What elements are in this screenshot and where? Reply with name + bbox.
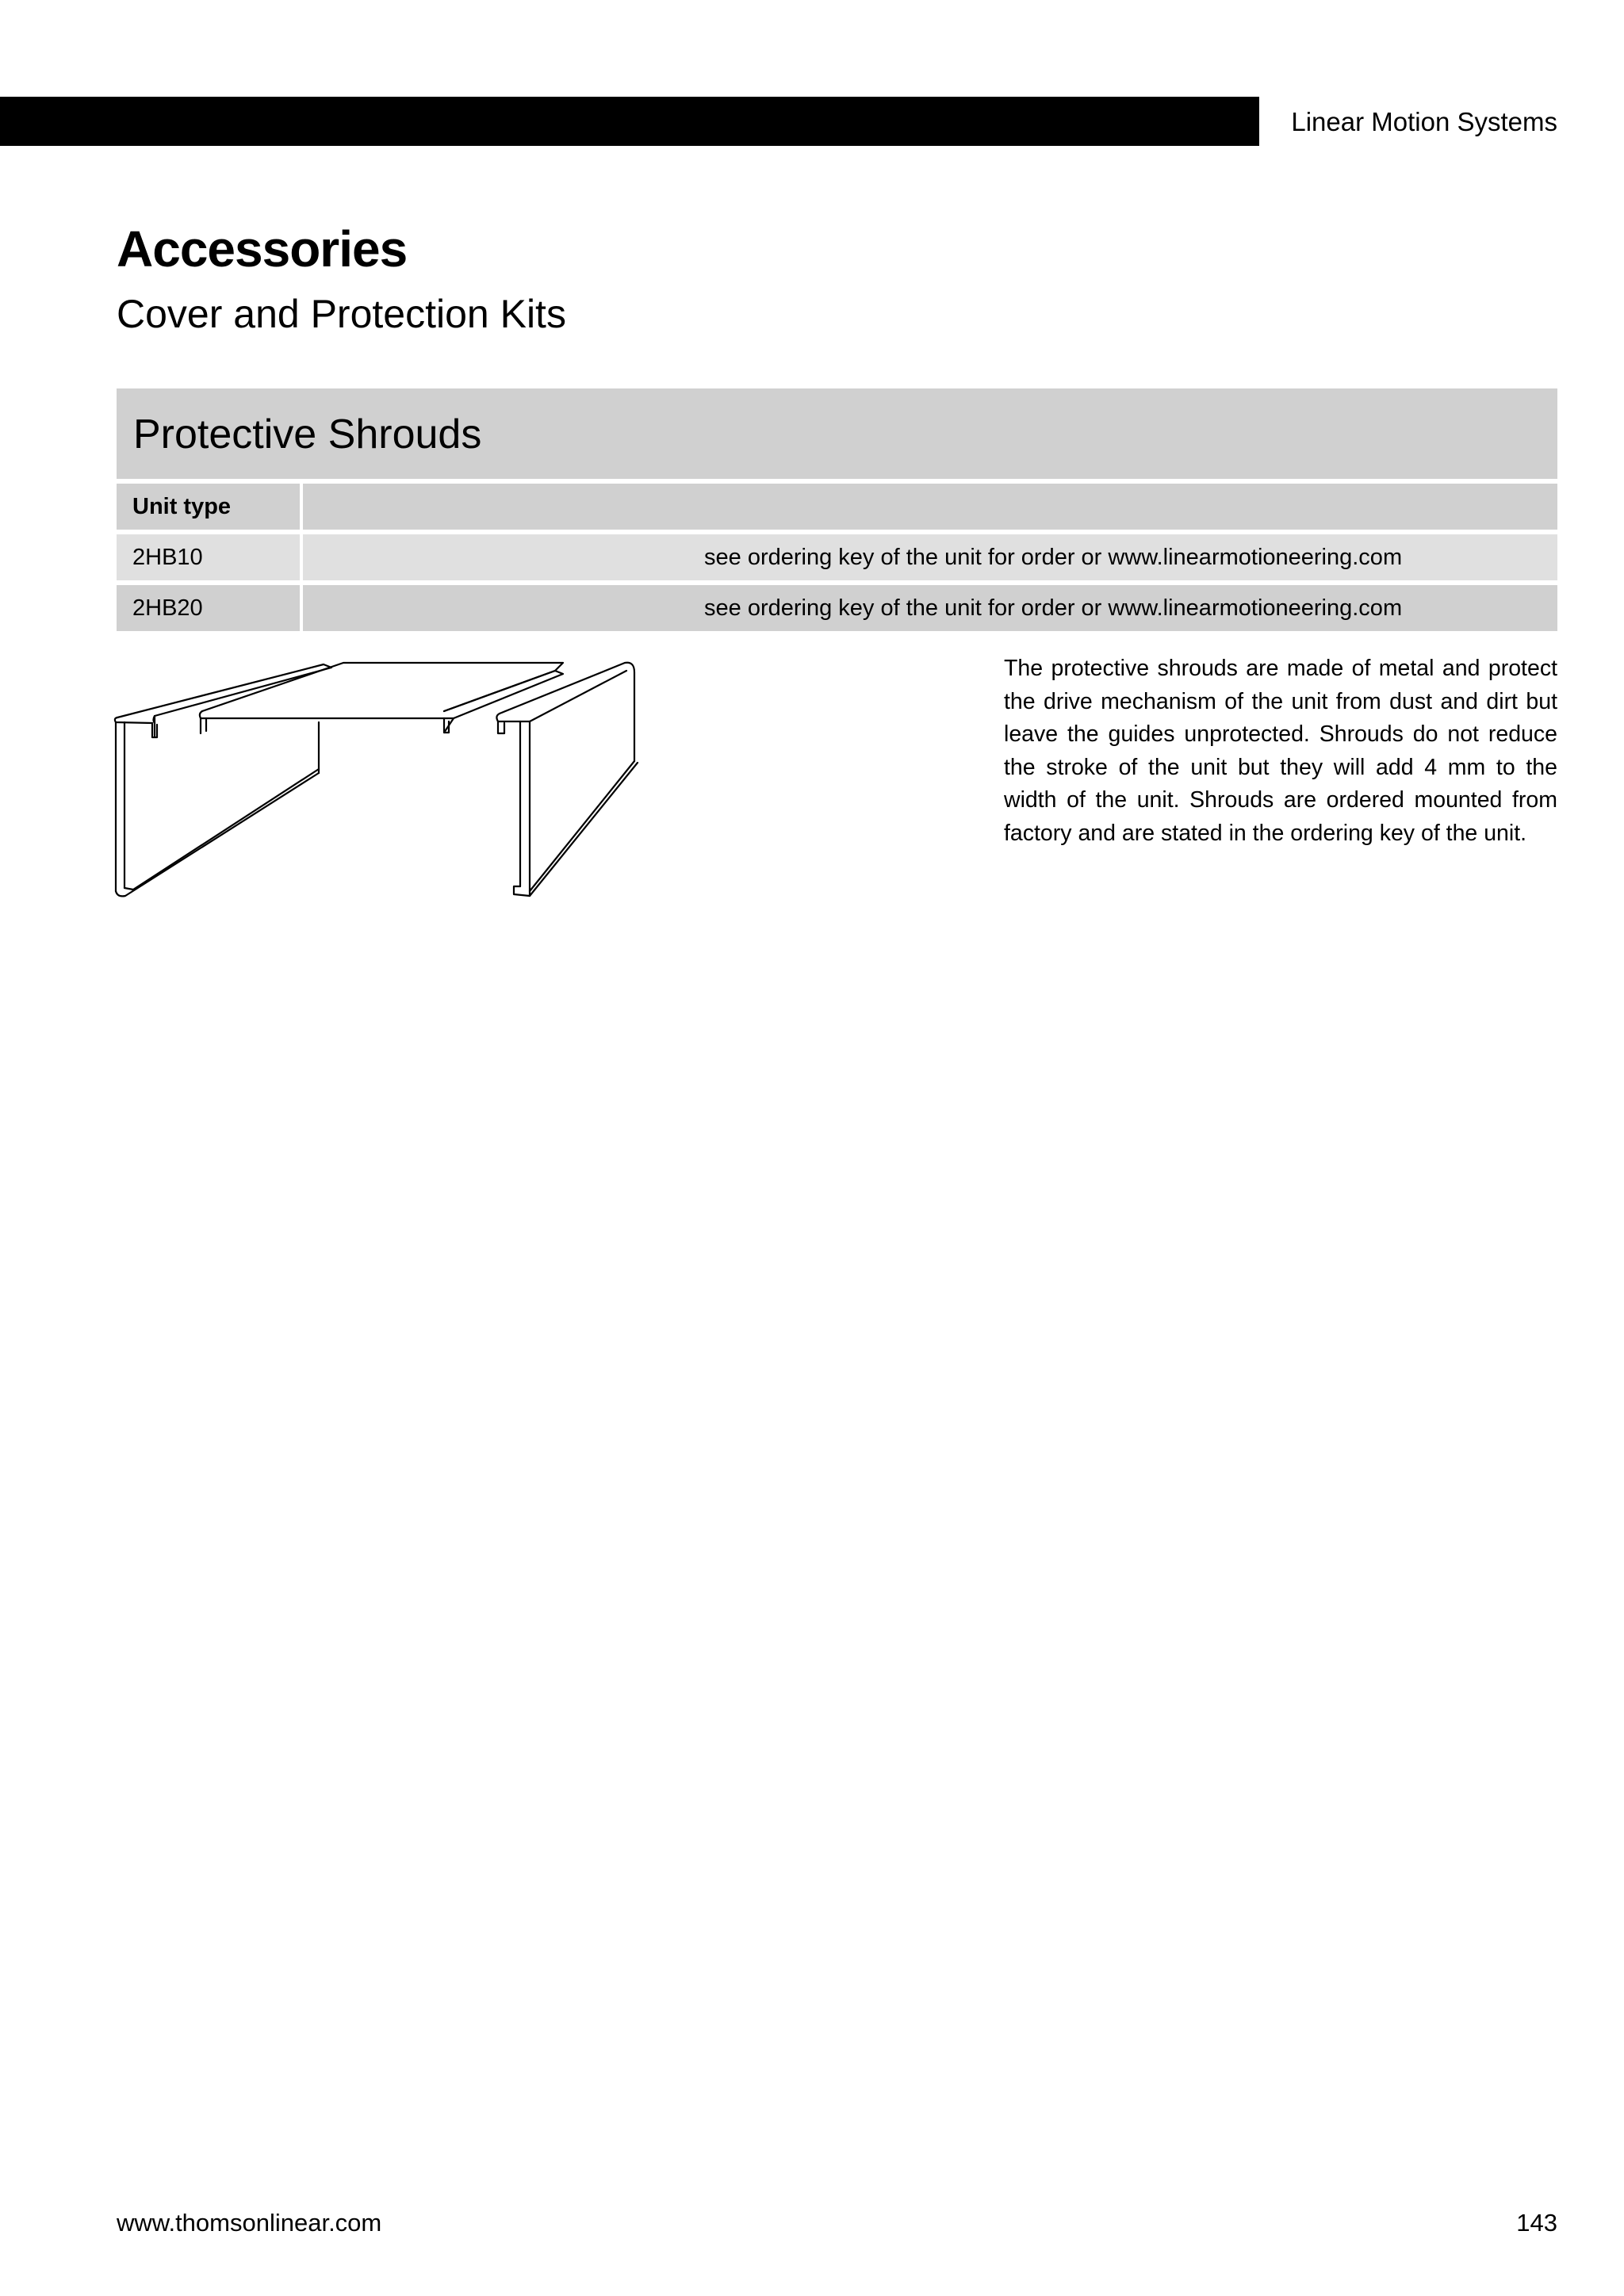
spec-table [117,484,1557,636]
unit-type-value: 2HB10 [132,545,203,570]
table-row [117,585,1557,631]
table-header-row [117,484,1557,530]
table-header-cell [303,484,1557,530]
section-header [117,388,1557,479]
ordering-info: see ordering key of the unit for order or www.linearmotioneering.com [704,595,1403,621]
table-row [117,534,1557,580]
ordering-info: see ordering key of the unit for order or www.linearmotioneering.com [704,545,1403,570]
page-number: 143 [1516,2209,1557,2237]
page-title: Accessories [117,220,408,277]
section-title: Protective Shrouds [133,411,482,457]
header-section-label: Linear Motion Systems [1291,107,1557,136]
description-text: The protective shrouds are made of metal and protect the drive mechanism of the unit from dust and dirt but leave the guides unprotected. Shrouds do not reduce the stroke of the unit but they will add 4 mm to the width of the unit. Shrouds are ordered mounted from factory and are stated in the ordering key of the unit. [1004,656,1557,846]
unit-type-value: 2HB20 [132,595,203,621]
table-cell [303,534,1557,580]
table-cell [117,534,300,580]
table-header-cell [117,484,300,530]
page-subtitle: Cover and Protection Kits [117,292,566,336]
column-header-unit-type: Unit type [132,494,232,519]
protective-shroud-illustration [111,656,650,910]
footer-url[interactable]: www.thomsonlinear.com [117,2209,382,2237]
table-cell [303,585,1557,631]
header-bar [0,97,1259,146]
table-cell [117,585,300,631]
